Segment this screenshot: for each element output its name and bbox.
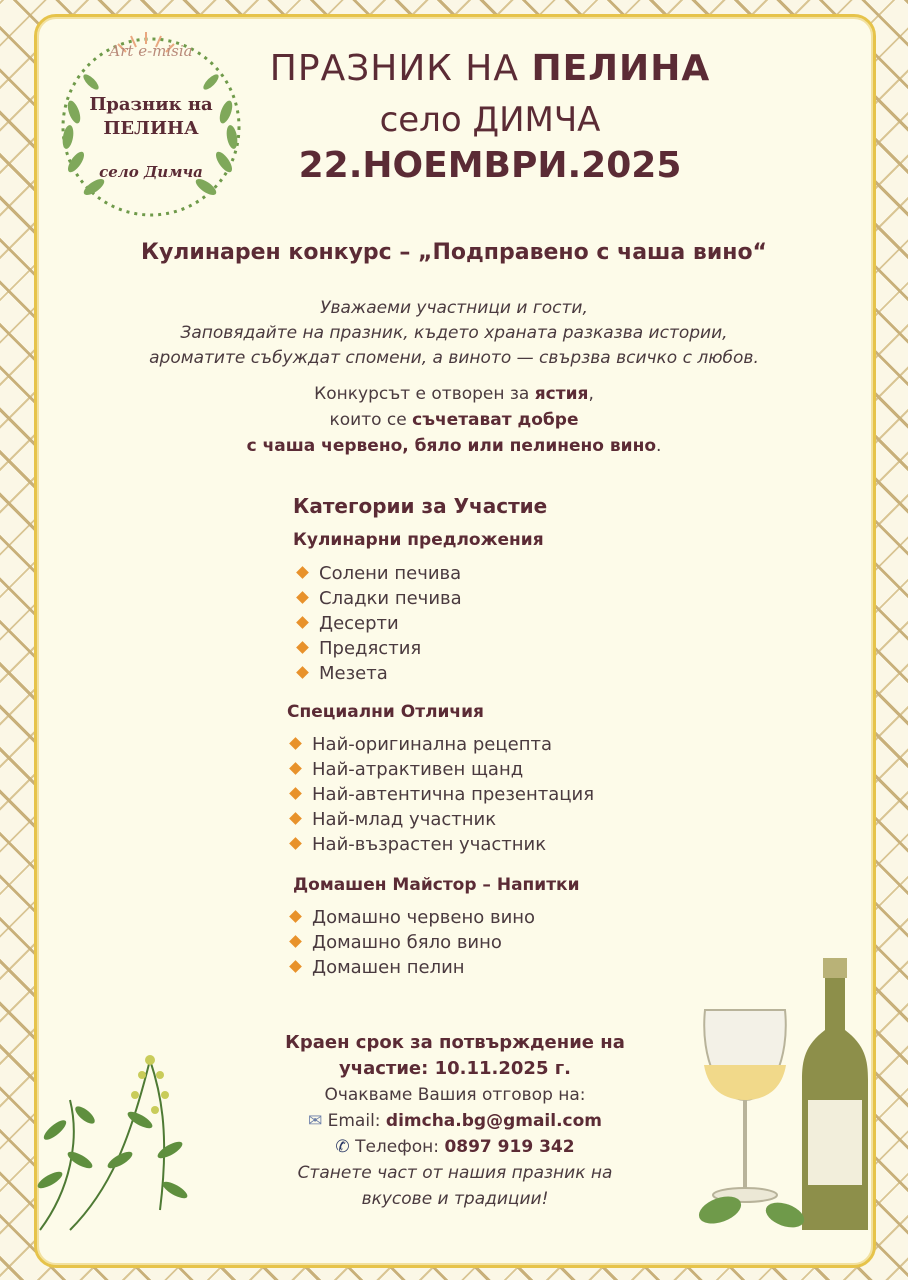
logo-bottom-text: село Димча xyxy=(99,163,203,181)
logo-line1: Празник на xyxy=(89,94,213,115)
list-item: Мезета xyxy=(298,661,462,686)
open-line1: Конкурсът е отворен за xyxy=(314,384,535,404)
phone-line: ✆ Телефон: 0897 919 342 xyxy=(335,1137,575,1157)
open-line1-bold: ястия xyxy=(534,384,589,404)
list-item: Най-атрактивен щанд xyxy=(291,757,594,782)
open-text xyxy=(60,381,848,459)
diamond-bullet-icon xyxy=(296,641,309,654)
list-item: Най-възрастен участник xyxy=(291,832,594,857)
page-title xyxy=(240,48,740,89)
envelope-icon: ✉ xyxy=(307,1111,323,1131)
wine-glass-icon xyxy=(704,1010,786,1202)
email-line: ✉ Email: dimcha.bg@gmail.com xyxy=(307,1111,603,1131)
open-line3-end: . xyxy=(656,436,662,456)
wine-bottle-icon xyxy=(802,958,868,1230)
intro-line: Уважаеми участници и гости, xyxy=(320,298,588,318)
diamond-bullet-icon xyxy=(296,566,309,579)
title-part1: ПРАЗНИК НА xyxy=(269,48,532,89)
list-item: Сладки печива xyxy=(298,586,462,611)
intro-line: ароматите събуждат спомени, а виното — свързва всичко с любов. xyxy=(149,348,759,368)
diamond-bullet-icon xyxy=(296,666,309,679)
list-item: Най-млад участник xyxy=(291,807,594,832)
diamond-bullet-icon xyxy=(289,910,302,923)
open-line3-bold: с чаша червено, бяло или пелинено вино xyxy=(246,436,656,456)
list-item: Домашен пелин xyxy=(291,955,535,980)
special-list xyxy=(291,732,594,857)
diamond-bullet-icon xyxy=(289,960,302,973)
open-line2-bold: съчетават добре xyxy=(412,410,579,430)
list-item: Солени печива xyxy=(298,561,462,586)
diamond-bullet-icon xyxy=(296,591,309,604)
culinary-heading: Кулинарни предложения xyxy=(293,530,544,550)
culinary-list xyxy=(298,561,462,686)
logo-line2: ПЕЛИНА xyxy=(103,118,199,139)
phone-icon: ✆ xyxy=(335,1137,350,1157)
drinks-heading: Домашен Майстор – Напитки xyxy=(293,875,580,895)
diamond-bullet-icon xyxy=(289,762,302,775)
open-line2: които се xyxy=(329,410,413,430)
contest-title: Кулинарен конкурс – „Подправено с чаша вино“ xyxy=(140,240,768,265)
list-item: Десерти xyxy=(298,611,462,636)
drinks-list xyxy=(291,905,535,980)
festival-logo xyxy=(46,22,256,222)
email-link[interactable]: dimcha.bg@gmail.com xyxy=(385,1111,603,1131)
intro-text xyxy=(40,296,868,371)
diamond-bullet-icon xyxy=(289,935,302,948)
list-item: Най-автентична презентация xyxy=(291,782,594,807)
await-text: Очакваме Вашия отговор на: xyxy=(324,1085,586,1105)
closing-line1: Станете част от нашия празник на xyxy=(297,1163,613,1183)
diamond-bullet-icon xyxy=(289,737,302,750)
village-subtitle: село ДИМЧА xyxy=(379,100,601,140)
wine-illustration xyxy=(690,950,880,1240)
diamond-bullet-icon xyxy=(289,837,302,850)
list-item: Предястия xyxy=(298,636,462,661)
special-heading: Специални Отличия xyxy=(287,702,484,722)
diamond-bullet-icon xyxy=(289,787,302,800)
list-item: Домашно червено вино xyxy=(291,905,535,930)
diamond-bullet-icon xyxy=(296,616,309,629)
title-part2: ПЕЛИНА xyxy=(531,48,711,89)
deadline-line1: Краен срок за потвърждение на xyxy=(285,1032,625,1053)
intro-line: Заповядайте на празник, където храната разказва истории, xyxy=(180,323,728,343)
logo-top-text: Art e-misia xyxy=(109,42,193,60)
open-line1-end: , xyxy=(588,384,594,404)
footer xyxy=(215,1030,695,1212)
list-item: Най-оригинална рецепта xyxy=(291,732,594,757)
deadline-line2: участие: 10.11.2025 г. xyxy=(338,1058,571,1079)
closing-line2: вкусове и традиции! xyxy=(361,1189,549,1209)
diamond-bullet-icon xyxy=(289,812,302,825)
categories-heading: Категории за Участие xyxy=(293,494,548,518)
list-item: Домашно бяло вино xyxy=(291,930,535,955)
event-date: 22.НОЕМВРИ.2025 xyxy=(298,145,682,186)
phone-number[interactable]: 0897 919 342 xyxy=(444,1137,575,1157)
wormwood-plant-icon xyxy=(10,1020,230,1240)
